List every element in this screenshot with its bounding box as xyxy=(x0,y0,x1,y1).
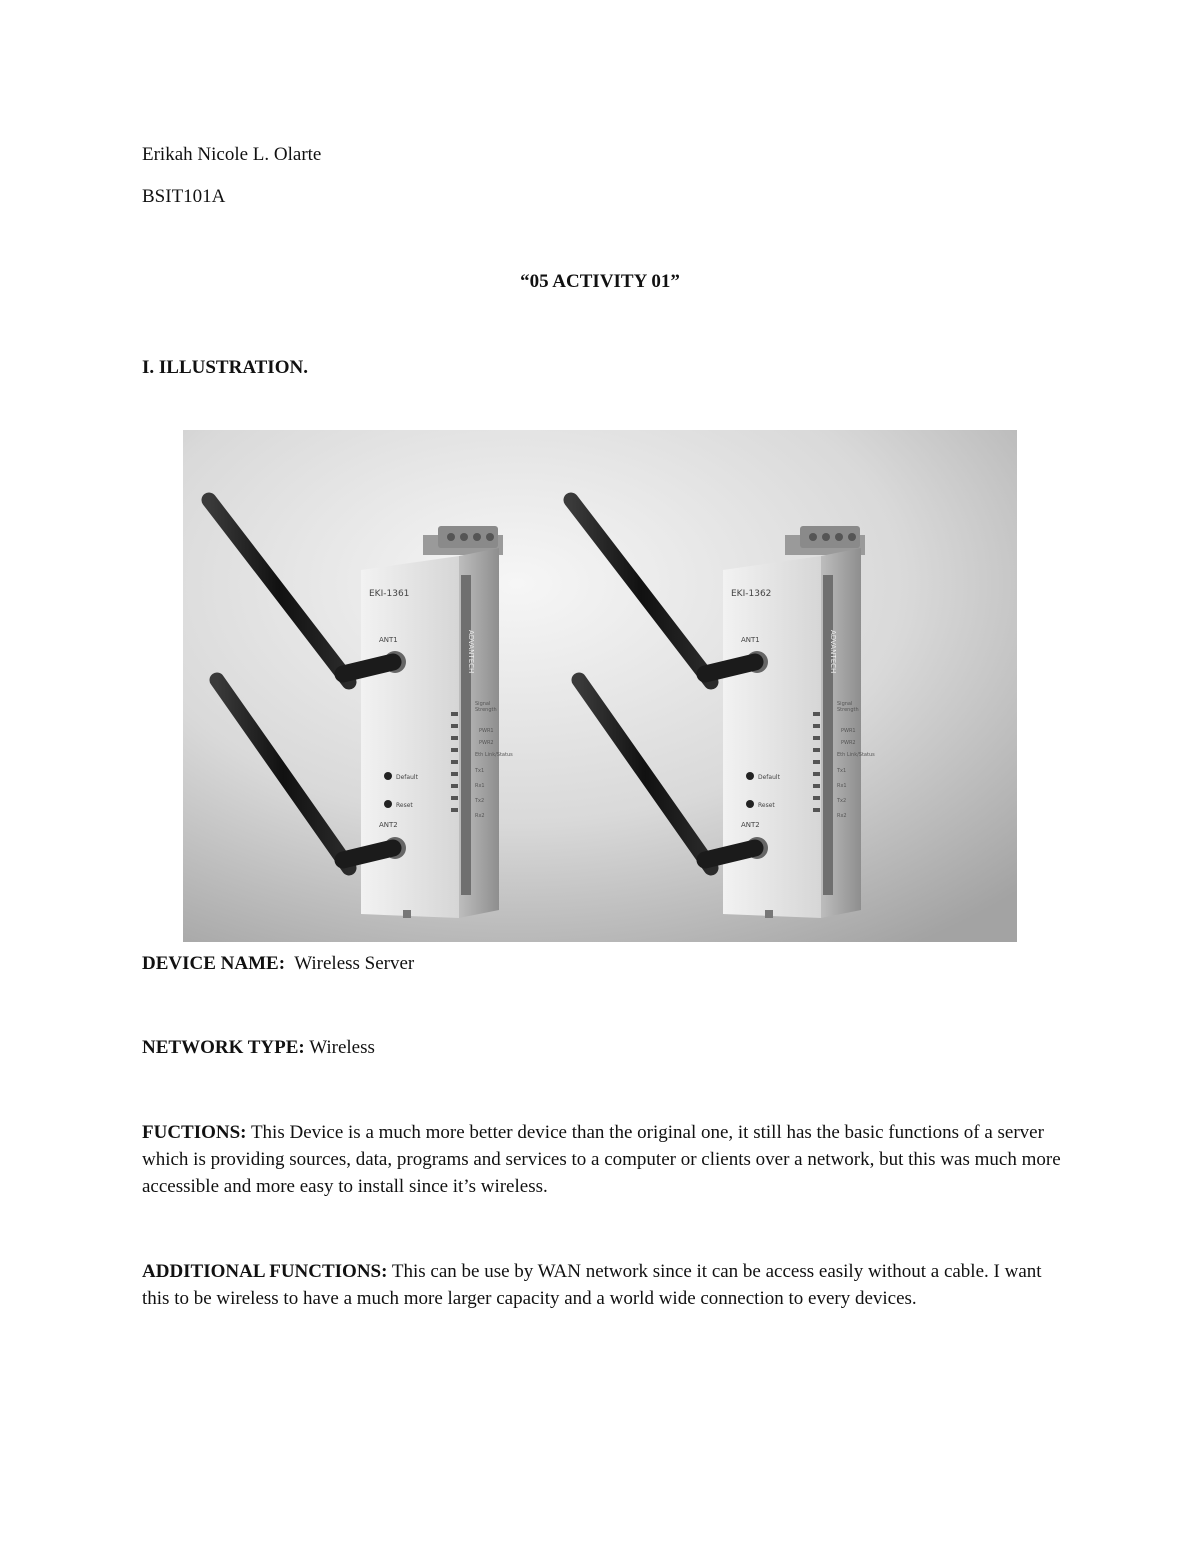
device-1-led-label-tx1: Tx1 xyxy=(475,768,485,774)
device-2-default-label: Default xyxy=(758,774,780,781)
device-2-led-label-rx2: Rx2 xyxy=(837,813,847,819)
device-1-reset-label: Reset xyxy=(396,802,413,809)
device-2-default-button xyxy=(746,772,754,780)
device-photo xyxy=(183,430,1017,942)
device-1-model-label: EKI-1361 xyxy=(369,589,410,599)
device-2-model-label: EKI-1362 xyxy=(731,589,772,599)
device-2-led-label-eth: Eth Link/Status xyxy=(837,752,875,758)
device-1-brand-strip: ADVANTECH xyxy=(467,630,475,674)
device-2-ant1-label: ANT1 xyxy=(741,636,760,644)
device-2-ant2-label: ANT2 xyxy=(741,821,760,829)
network-type-value: Wireless xyxy=(309,1037,375,1058)
device-1-reset-button xyxy=(384,800,392,808)
activity-title: “05 ACTIVITY 01” xyxy=(520,271,680,292)
device-1-ant2-label: ANT2 xyxy=(379,821,398,829)
device-2-led-label-tx1: Tx1 xyxy=(837,768,847,774)
device-name-row xyxy=(142,950,414,977)
device-1-ant1-label: ANT1 xyxy=(379,636,398,644)
device-2-brand-strip: ADVANTECH xyxy=(829,630,837,674)
additional-functions-value: This can be use by WAN network since it can be access easily without a cable. I want this to be wireless to have a much more larger capacity and a world wide connection to every devices. xyxy=(142,1261,1042,1309)
device-1-led-label-strength: Strength xyxy=(475,707,497,713)
functions-label: FUCTIONS: xyxy=(142,1122,247,1143)
network-type-row xyxy=(142,1034,375,1061)
device-2-led-label-strength: Strength xyxy=(837,707,859,713)
device-2-led-label-pwr1: PWR1 xyxy=(841,728,856,734)
device-2-led-label-pwr2: PWR2 xyxy=(841,740,856,746)
functions-value: This Device is a much more better device than the original one, it still has the basic functions of a server which is providing sources, data, programs and services to a computer or clients over a network, but this was much more accessible and more easy to install since it’s wireless. xyxy=(142,1122,1061,1197)
device-1-led-label-tx2: Tx2 xyxy=(475,798,485,804)
device-1-default-label: Default xyxy=(396,774,418,781)
section-code: BSIT101A xyxy=(142,186,226,207)
device-1-led-label-rx2: Rx2 xyxy=(475,813,485,819)
device-2-reset-label: Reset xyxy=(758,802,775,809)
additional-functions-paragraph xyxy=(142,1258,1072,1312)
device-1-led-label-rx1: Rx1 xyxy=(475,783,485,789)
additional-functions-label: ADDITIONAL FUNCTIONS: xyxy=(142,1261,388,1282)
device-2-led-label-signal: Signal xyxy=(837,701,853,707)
device-name-value: Wireless Server xyxy=(294,953,415,974)
device-1-led-label-pwr1: PWR1 xyxy=(479,728,494,734)
student-name: Erikah Nicole L. Olarte xyxy=(142,144,322,165)
network-type-label: NETWORK TYPE: xyxy=(142,1037,305,1058)
device-1-default-button xyxy=(384,772,392,780)
device-2-led-label-rx1: Rx1 xyxy=(837,783,847,789)
device-2-reset-button xyxy=(746,800,754,808)
device-1-led-label-pwr2: PWR2 xyxy=(479,740,494,746)
functions-paragraph xyxy=(142,1119,1072,1200)
device-1-led-label-eth: Eth Link/Status xyxy=(475,752,513,758)
device-name-label: DEVICE NAME: xyxy=(142,953,286,974)
device-1-led-label-signal: Signal xyxy=(475,701,491,707)
device-2-led-label-tx2: Tx2 xyxy=(837,798,847,804)
section-heading: I. ILLUSTRATION. xyxy=(142,357,308,378)
